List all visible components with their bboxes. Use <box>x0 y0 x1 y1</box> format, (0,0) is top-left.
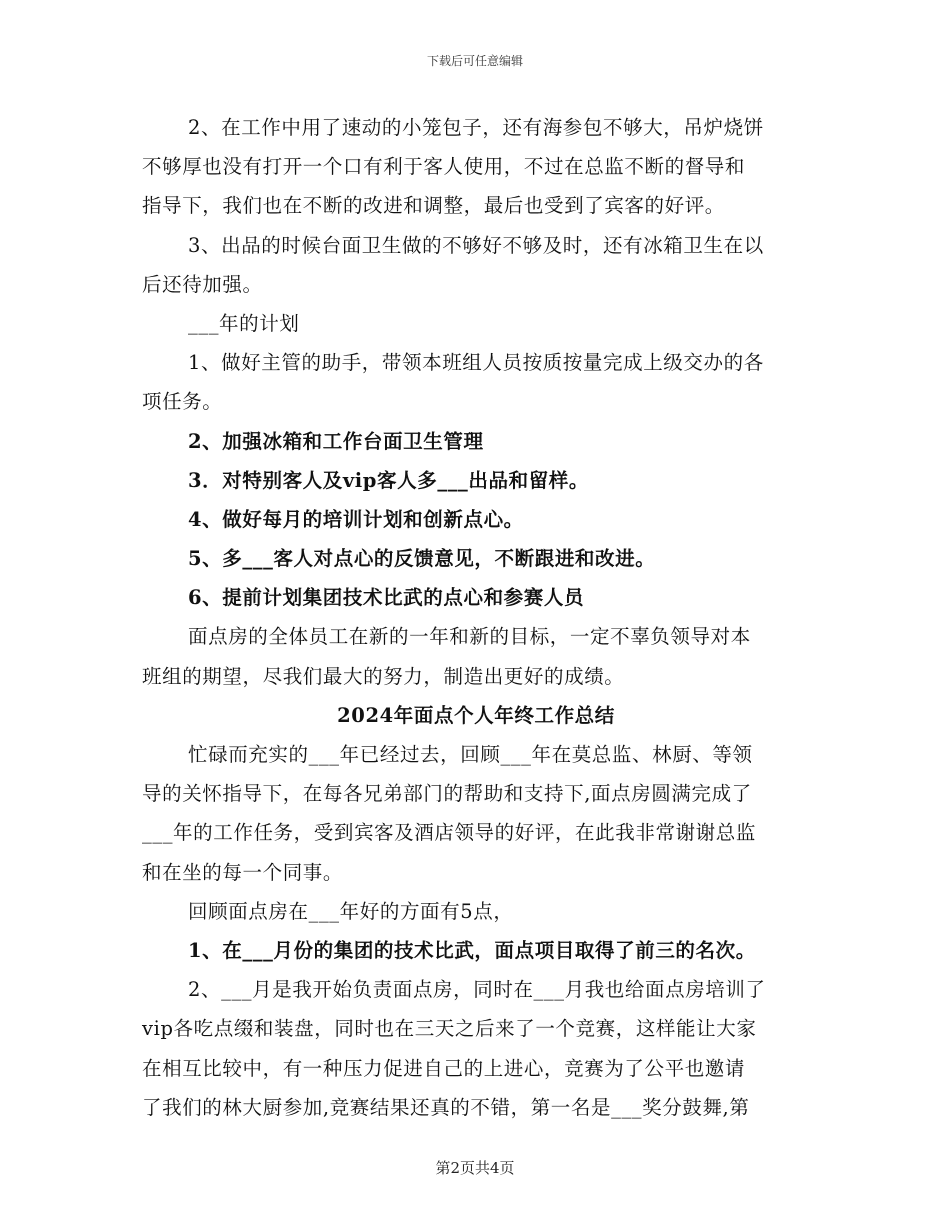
paragraph-line: 2、在工作中用了速动的小笼包子，还有海参包不够大，吊炉烧饼 <box>188 116 764 139</box>
paragraph-line: vip各吃点缀和装盘，同时也在三天之后来了一个竞赛，这样能让大家 <box>142 1017 757 1041</box>
paragraph-line: 3、出品的时候台面卫生做的不够好不够及时，还有冰箱卫生在以 <box>188 233 764 257</box>
paragraph-line: 了我们的林大厨参加,竞赛结果还真的不错，第一名是___奖分鼓舞,第 <box>142 1095 750 1119</box>
paragraph-line: 3．对特别客人及vip客人多___出品和留样。 <box>188 468 589 492</box>
paragraph-line: 项任务。 <box>142 390 223 414</box>
paragraph-line: 面点房的全体员工在新的一年和新的目标，一定不辜负领导对本 <box>188 625 751 649</box>
paragraph-line: 在相互比较中，有一种压力促进自己的上进心，竞赛为了公平也邀请 <box>142 1056 746 1080</box>
paragraph-line: 后还待加强。 <box>142 272 263 296</box>
paragraph-line: 班组的期望，尽我们最大的努力，制造出更好的成绩。 <box>142 664 625 688</box>
paragraph-line: 4、做好每月的培训计划和创新点心。 <box>188 507 524 531</box>
page-header: 下载后可任意编辑 <box>426 54 523 68</box>
paragraph-line: 2、___月是我开始负责面点房，同时在___月我也给面点房培训了 <box>188 978 766 1002</box>
paragraph-line: 和在坐的每一个同事。 <box>142 860 344 884</box>
paragraph-line: 回顾面点房在___年好的方面有5点， <box>188 899 514 923</box>
paragraph-line: 忙碌而充实的___年已经过去，回顾___年在莫总监、林厨、等领 <box>188 743 753 766</box>
paragraph-line: 1、做好主管的助手，带领本班组人员按质按量完成上级交办的各 <box>188 351 764 375</box>
paragraph-line: 5、多___客人对点心的反馈意见，不断跟进和改进。 <box>188 547 656 571</box>
paragraph-line: 1、在___月份的集团的技术比武，面点项目取得了前三的名次。 <box>188 938 756 962</box>
section-title: 2024年面点个人年终工作总结 <box>337 703 615 727</box>
paragraph-line: 导的关怀指导下，在每各兄弟部门的帮助和支持下,面点房圆满完成了 <box>142 782 752 806</box>
paragraph-line: 不够厚也没有打开一个口有利于客人使用，不过在总监不断的督导和 <box>142 155 746 179</box>
document-body <box>142 108 810 1127</box>
paragraph-line: 指导下，我们也在不断的改进和调整，最后也受到了宾客的好评。 <box>142 194 725 218</box>
paragraph-line: 6、提前计划集团技术比武的点心和参赛人员 <box>188 586 585 610</box>
page-footer: 第2页共4页 <box>435 1159 515 1177</box>
paragraph-line: ___年的工作任务，受到宾客及酒店领导的好评，在此我非常谢谢总监 <box>142 821 756 845</box>
paragraph-line: 2、加强冰箱和工作台面卫生管理 <box>188 429 484 453</box>
paragraph-line: ___年的计划 <box>188 311 300 335</box>
